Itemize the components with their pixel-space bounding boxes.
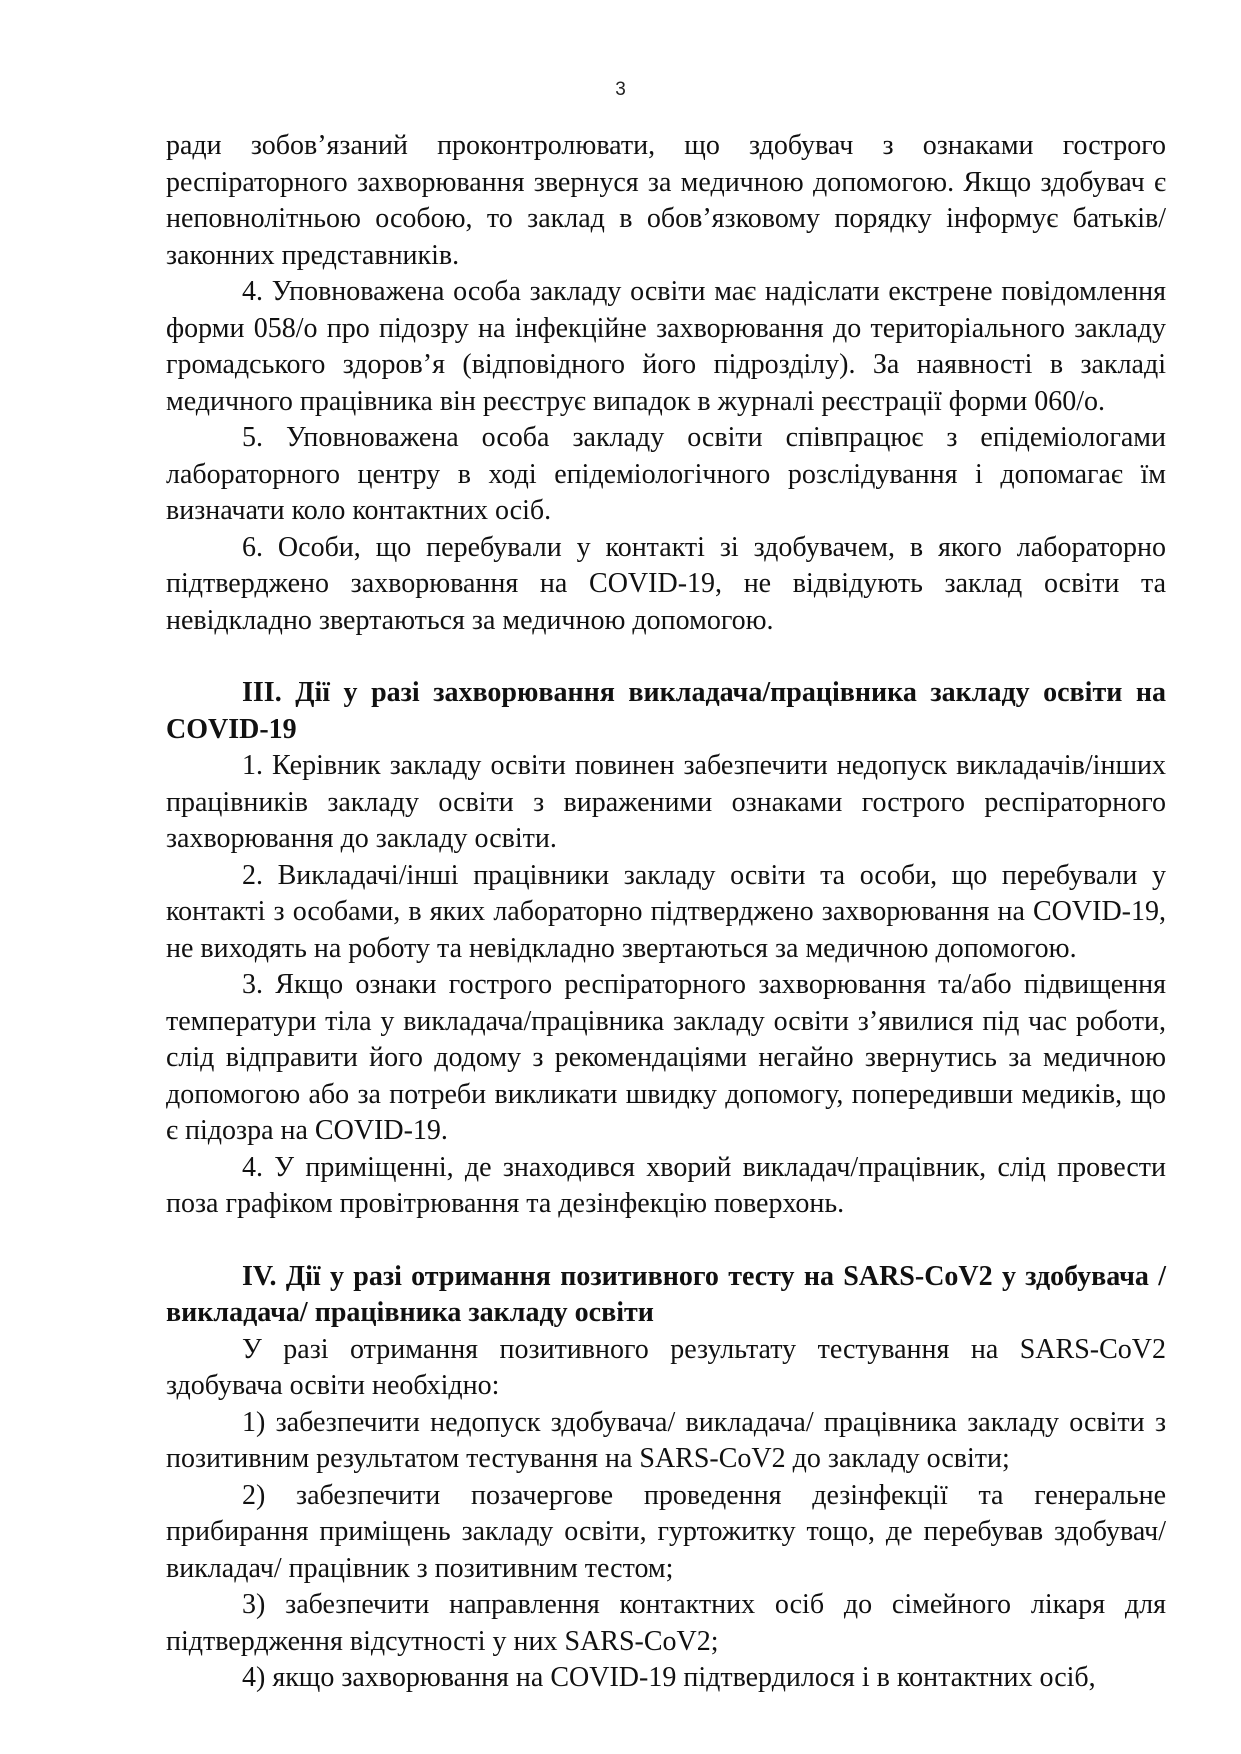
section-iii-item-1: 1. Керівник закладу освіти повинен забезпечити недопуск викладачів/інших працівників закладу освіти з вираженими ознаками гострого респіраторного захворювання до закладу освіти. xyxy=(166,750,1166,854)
section-iv-item-1: 1) забезпечити недопуск здобувача/ викладача/ працівника закладу освіти з позитивним результатом тестування на SARS-CoV2 до закладу освіти; xyxy=(166,1406,1166,1474)
section-iv-intro: У разі отримання позитивного результату тестування на SARS-CoV2 здобувача освіти необхідно: xyxy=(166,1333,1166,1401)
section-iv-item-3: 3) забезпечити направлення контактних осіб до сімейного лікаря для підтвердження відсутності у них SARS-CoV2; xyxy=(166,1589,1166,1657)
document-body xyxy=(166,128,1166,1697)
section-iii-item-2: 2. Викладачі/інші працівники закладу освіти та особи, що перебували у контакті з особами, в яких лабораторно підтверджено захворювання на COVID-19, не виходять на роботу та невідкладно звертаються за медичною допомогою. xyxy=(166,859,1166,964)
paragraph-item-6: 6. Особи, що перебували у контакті зі здобувачем, в якого лабораторно підтверджено захворювання на COVID-19, не відвідують заклад освіти та невідкладно звертаються за медичною допомогою. xyxy=(166,531,1166,636)
section-heading-iii: ІІІ. Дії у разі захворювання викладача/працівника закладу освіти на COVID-19 xyxy=(166,677,1166,745)
section-iv-item-2: 2) забезпечити позачергове проведення дезінфекції та генеральне прибирання приміщень закладу освіти, гуртожитку тощо, де перебував здобувач/ викладач/ працівник з позитивним тестом; xyxy=(166,1479,1166,1584)
section-heading-iv: IV. Дії у разі отримання позитивного тесту на SARS-CoV2 у здобувача / викладача/ працівника закладу освіти xyxy=(166,1260,1166,1328)
section-iv-item-4: 4) якщо захворювання на COVID-19 підтвердилося і в контактних осіб, xyxy=(242,1662,1096,1693)
section-iii-item-3: 3. Якщо ознаки гострого респіраторного захворювання та/або підвищення температури тіла у викладача/працівника закладу освіти з’явилися під час роботи, слід відправити його додому з рекомендаціями негайно звернутись за медичною допомогою або за потреби викликати швидку допомогу, попередивши медиків, що є підозра на COVID-19. xyxy=(166,969,1166,1146)
page-number: 3 xyxy=(615,79,626,100)
paragraph-item-4: 4. Уповноважена особа закладу освіти має надіслати екстрене повідомлення форми 058/о про підозру на інфекційне захворювання до територіального закладу громадського здоров’я (відповідного його підрозділу). За наявності в закладі медичного працівника він реєструє випадок в журналі реєстрації форми 060/о. xyxy=(166,276,1166,417)
paragraph-item-5: 5. Уповноважена особа закладу освіти співпрацює з епідеміологами лабораторного центру в ході епідеміологічного розслідування і допомагає їм визначати коло контактних осіб. xyxy=(166,422,1166,526)
section-iii-item-4: 4. У приміщенні, де знаходився хворий викладач/працівник, слід провести поза графіком провітрювання та дезінфекцію поверхонь. xyxy=(166,1151,1166,1219)
paragraph-continuation: ради зобов’язаний проконтролювати, що здобувач з ознаками гострого респіраторного захворювання звернуся за медичною допомогою. Якщо здобувач є неповнолітньою особою, то заклад в обов’язковому порядку інформує батьків/законних представників. xyxy=(166,130,1166,271)
